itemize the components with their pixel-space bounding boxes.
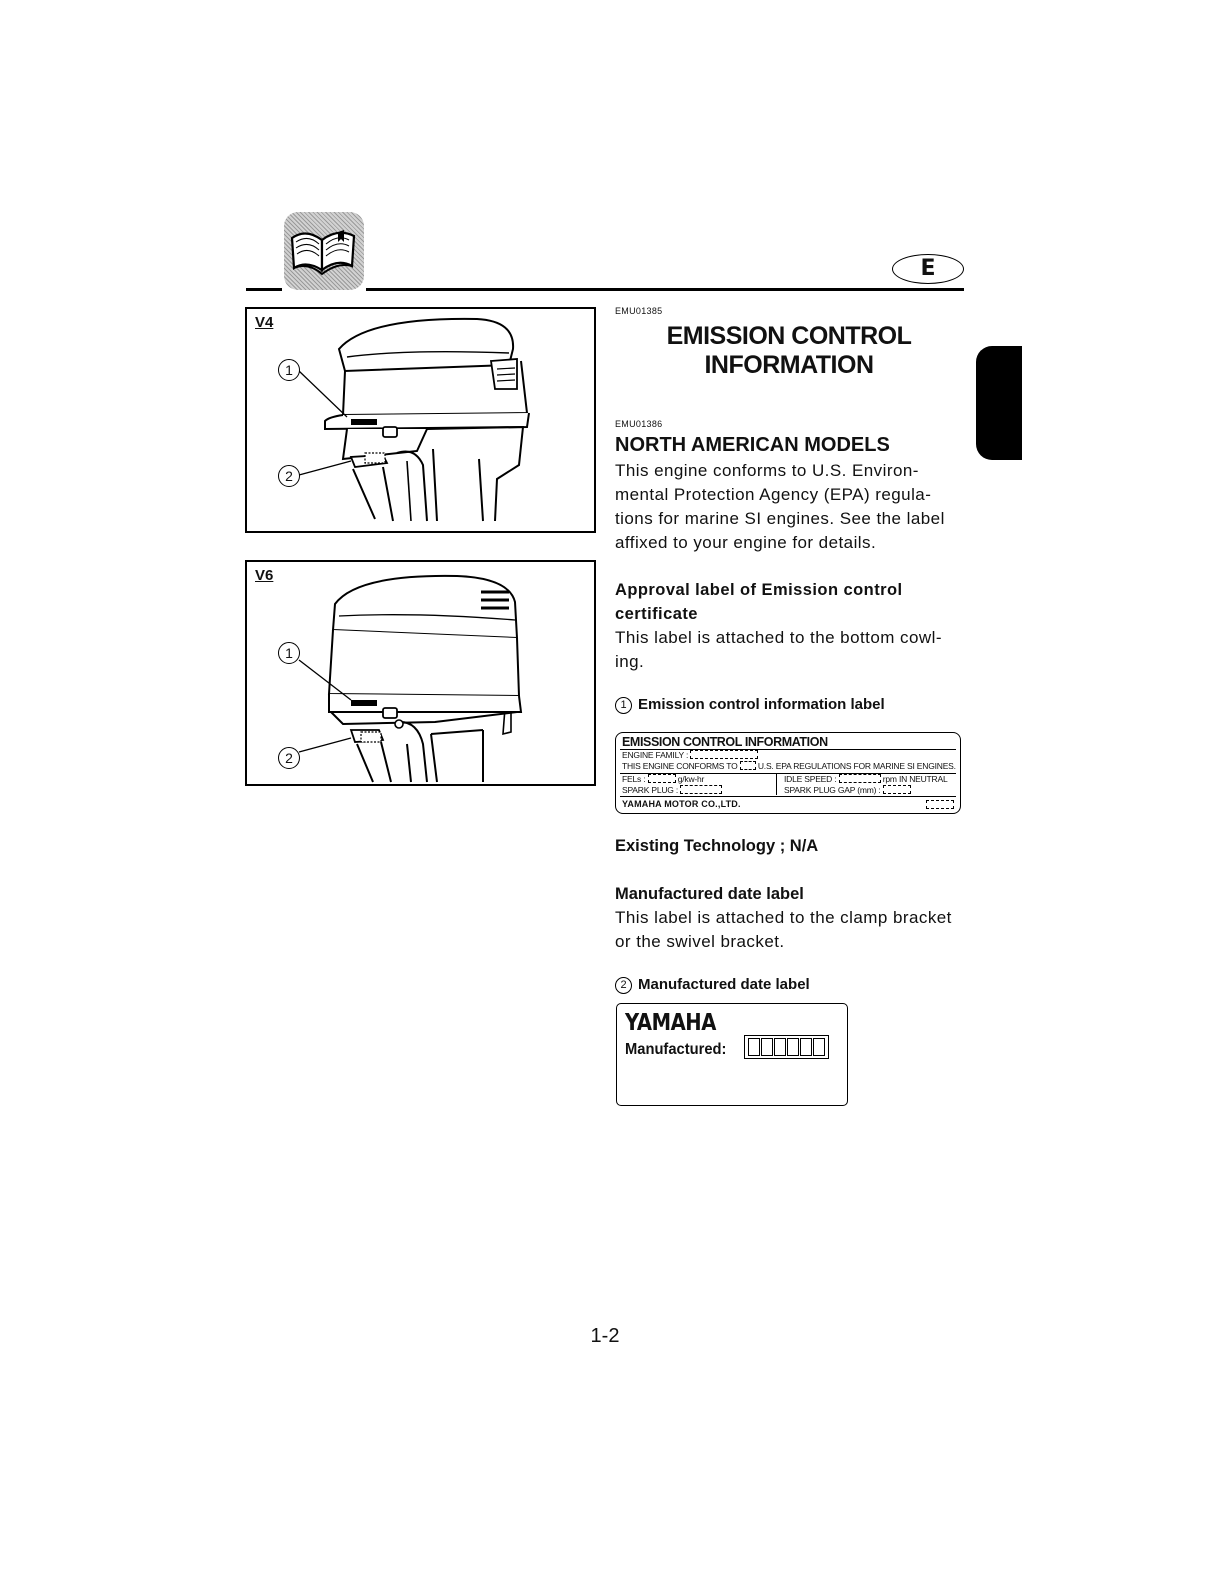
date-digit-box bbox=[748, 1038, 760, 1056]
approval-heading bbox=[615, 578, 965, 626]
page-title bbox=[615, 322, 963, 380]
figure-v4 bbox=[245, 307, 596, 533]
text-line: affixed to your engine for details. bbox=[615, 533, 877, 552]
conforms-prefix: THIS ENGINE CONFORMS TO bbox=[622, 761, 738, 771]
section-subtitle: NORTH AMERICAN MODELS bbox=[615, 434, 890, 456]
page-number: 1-2 bbox=[590, 1325, 620, 1347]
spark-plug-label: SPARK PLUG : bbox=[622, 785, 679, 795]
text-line: tions for marine SI engines. See the label bbox=[615, 509, 945, 528]
figure-v6 bbox=[245, 560, 596, 786]
maker-name: YAMAHA MOTOR CO.,LTD. bbox=[622, 799, 741, 809]
engine-family-row bbox=[622, 750, 758, 760]
heading-line: Approval label of Emission control bbox=[615, 581, 903, 599]
header-rule-left bbox=[246, 288, 282, 291]
divider bbox=[620, 796, 956, 797]
callout-number-1: 1 bbox=[615, 697, 632, 714]
existing-technology: Existing Technology ; N/A bbox=[615, 837, 819, 855]
spark-gap-row bbox=[784, 785, 911, 795]
label-2-caption bbox=[615, 976, 810, 994]
idle-speed-field bbox=[839, 774, 881, 783]
chapter-side-tab bbox=[976, 346, 1022, 460]
spark-gap-field bbox=[883, 785, 911, 794]
date-digit-box bbox=[800, 1038, 812, 1056]
callout-2: 2 bbox=[278, 465, 300, 487]
label-1-caption bbox=[615, 696, 885, 714]
header-rule-right bbox=[366, 288, 964, 291]
caption-text: Manufactured date label bbox=[638, 976, 810, 993]
conforms-field bbox=[740, 761, 756, 770]
text-line: mental Protection Agency (EPA) regula- bbox=[615, 485, 932, 504]
manufactured-date-label bbox=[616, 1003, 848, 1106]
manufactured-text: Manufactured: bbox=[625, 1041, 727, 1058]
approval-paragraph bbox=[615, 626, 965, 674]
figure-label-v4: V4 bbox=[255, 314, 274, 331]
mfg-heading: Manufactured date label bbox=[615, 885, 804, 903]
language-badge: E bbox=[892, 254, 964, 284]
text-line: This label is attached to the bottom cowl- bbox=[615, 628, 942, 647]
spark-plug-row bbox=[622, 785, 722, 795]
callout-1: 1 bbox=[278, 642, 300, 664]
emission-control-label bbox=[615, 732, 961, 814]
fels-row bbox=[622, 774, 704, 784]
serial-row bbox=[926, 800, 954, 810]
date-digit-box bbox=[761, 1038, 773, 1056]
spark-gap-label: SPARK PLUG GAP (mm) : bbox=[784, 785, 881, 795]
serial-field bbox=[926, 800, 954, 809]
idle-speed-label: IDLE SPEED : bbox=[784, 774, 837, 784]
conforms-suffix: U.S. EPA REGULATIONS FOR MARINE SI ENGINES. bbox=[757, 761, 956, 771]
fels-field bbox=[648, 774, 676, 783]
page-title-line-1: EMISSION CONTROL bbox=[666, 322, 912, 350]
manual-book-icon bbox=[284, 212, 364, 290]
fels-label: FELs : bbox=[622, 774, 646, 784]
text-line: ing. bbox=[615, 652, 645, 671]
engine-family-label: ENGINE FAMILY : bbox=[622, 750, 689, 760]
figure-label-v6: V6 bbox=[255, 567, 274, 584]
callout-1: 1 bbox=[278, 359, 300, 381]
conforms-row bbox=[622, 761, 956, 771]
date-digit-box bbox=[813, 1038, 825, 1056]
engine-family-field bbox=[690, 750, 758, 759]
callout-number-2: 2 bbox=[615, 977, 632, 994]
outboard-engine-v6-illustration bbox=[247, 562, 594, 784]
date-digit-box bbox=[787, 1038, 799, 1056]
mfg-paragraph bbox=[615, 906, 965, 954]
heading-line: certificate bbox=[615, 605, 698, 623]
date-code-boxes bbox=[744, 1035, 829, 1059]
fels-unit: g/kw-hr bbox=[677, 774, 705, 784]
divider bbox=[776, 773, 777, 795]
document-code: EMU01385 bbox=[615, 306, 663, 316]
caption-text: Emission control information label bbox=[638, 696, 885, 713]
text-line: This label is attached to the clamp bracket bbox=[615, 908, 952, 927]
brand-wordmark: YAMAHA bbox=[625, 1010, 716, 1036]
emission-label-title: EMISSION CONTROL INFORMATION bbox=[622, 735, 828, 749]
text-line: or the swivel bracket. bbox=[615, 932, 785, 951]
idle-speed-unit: rpm IN NEUTRAL bbox=[882, 774, 948, 784]
document-code: EMU01386 bbox=[615, 419, 663, 429]
date-digit-box bbox=[774, 1038, 786, 1056]
text-line: This engine conforms to U.S. Environ- bbox=[615, 461, 919, 480]
callout-2: 2 bbox=[278, 747, 300, 769]
outboard-engine-v4-illustration bbox=[247, 309, 594, 531]
page-title-line-2: INFORMATION bbox=[704, 351, 874, 379]
idle-speed-row bbox=[784, 774, 948, 784]
intro-paragraph bbox=[615, 459, 965, 555]
spark-plug-field bbox=[680, 785, 722, 794]
